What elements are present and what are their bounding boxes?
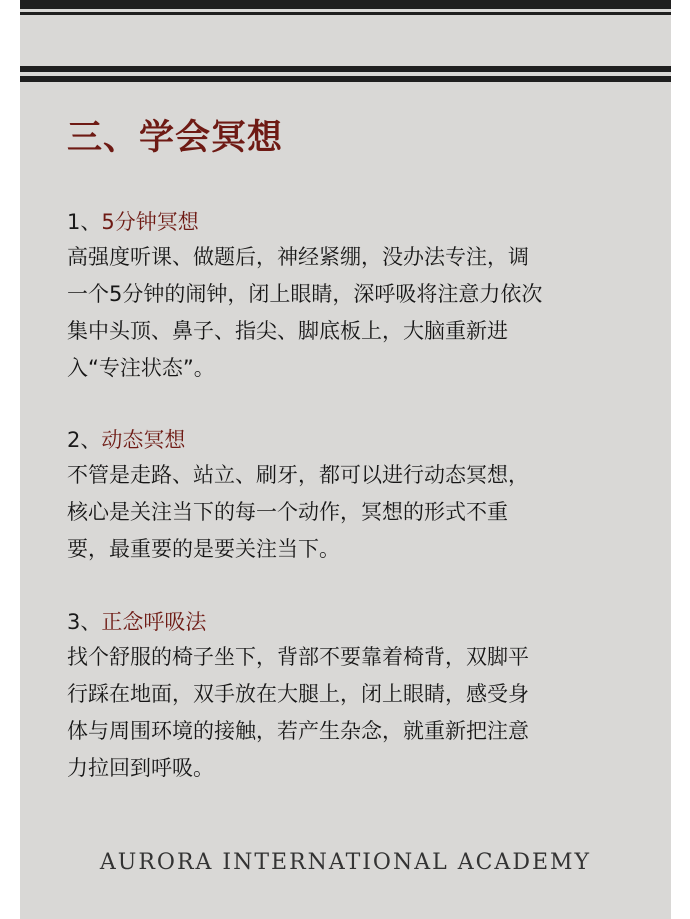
section-mindful-breathing <box>67 605 667 787</box>
top-rule <box>20 12 671 15</box>
section-heading-text: 5分钟冥想 <box>101 210 199 234</box>
section-5min-meditation <box>67 205 667 387</box>
body-line: 一个5分钟的闹钟，闭上眼睛，深呼吸将注意力依次 <box>67 282 543 306</box>
body-line: 找个舒服的椅子坐下，背部不要靠着椅背，双脚平 <box>67 645 529 669</box>
body-line: 体与周围环境的接触，若产生杂念，就重新把注意 <box>67 719 529 743</box>
body-line: 不管是走路、站立、刷牙，都可以进行动态冥想， <box>67 463 529 487</box>
section-number: 3、 <box>67 610 102 634</box>
body-line: 集中头顶、鼻子、指尖、脚底板上，大脑重新进 <box>67 319 508 343</box>
body-line: 要，最重要的是要关注当下。 <box>67 537 340 561</box>
page-card <box>20 0 671 919</box>
section-heading-text: 正念呼吸法 <box>101 610 207 634</box>
section-dynamic-meditation <box>67 423 667 568</box>
section-number: 1、 <box>67 210 102 234</box>
page-title: 三、学会冥想 <box>67 118 284 158</box>
top-band <box>20 0 671 9</box>
header-rule-lower <box>20 76 671 82</box>
body-line: 核心是关注当下的每一个动作，冥想的形式不重 <box>67 500 508 524</box>
body-line: 行踩在地面，双手放在大腿上，闭上眼睛，感受身 <box>67 682 529 706</box>
section-heading-text: 动态冥想 <box>101 428 186 452</box>
section-number: 2、 <box>67 428 102 452</box>
section-heading <box>67 605 667 639</box>
section-heading <box>67 423 667 457</box>
body-line: 入“专注状态”。 <box>67 356 215 380</box>
academy-footer: AURORA INTERNATIONAL ACADEMY <box>99 850 592 875</box>
header-rule-upper <box>20 66 671 72</box>
body-line: 力拉回到呼吸。 <box>67 756 214 780</box>
section-heading <box>67 205 667 239</box>
body-line: 高强度听课、做题后，神经紧绷，没办法专注，调 <box>67 245 529 269</box>
